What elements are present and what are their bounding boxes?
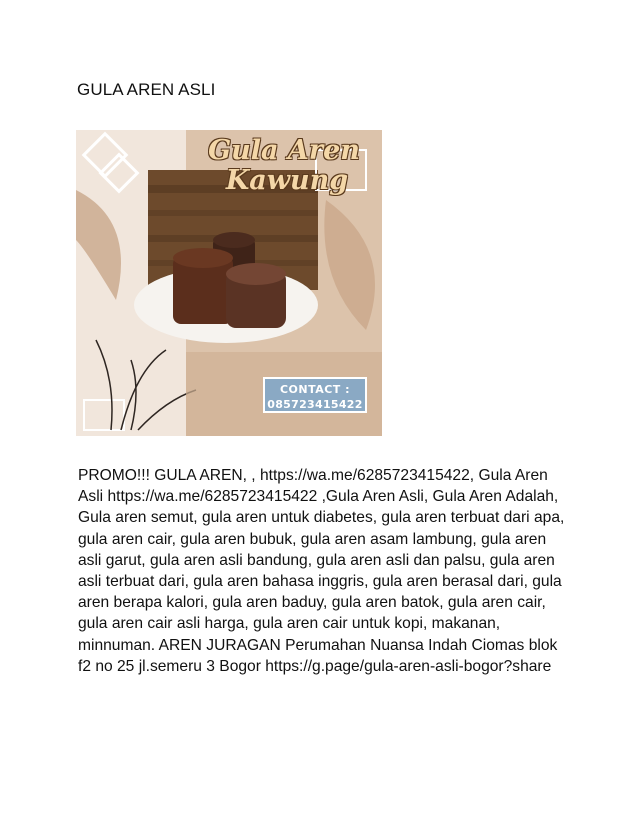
contact-phone: 085723415422 [267, 398, 363, 411]
image-heading [194, 136, 374, 196]
contact-box [263, 377, 367, 413]
promo-image [76, 130, 382, 436]
image-heading-line1: Gula Aren [208, 135, 360, 166]
page-title: GULA AREN ASLI [77, 80, 216, 99]
body-text: PROMO!!! GULA AREN, , https://wa.me/6285723415422, Gula Aren Asli https://wa.me/6285723415422 ,Gula Aren Asli, Gula Aren Adalah, Gula aren semut, gula aren untuk diabetes, gula aren terbuat dari apa, gula aren cair, gula aren bubuk, gula aren asam lambung, gula aren asli garut, gula aren asli bandung, gula aren asli dan palsu, gula aren asli terbuat dari, gula aren bahasa inggris, gula aren berasal dari, gula aren berapa kalori, gula aren baduy, gula aren batok, gula aren cair, gula aren cair asli harga, gula aren cair untuk kopi, makanan, minnuman. AREN JURAGAN Perumahan Nuansa Indah Ciomas blok f2 no 25 jl.semeru 3 Bogor https://g.page/gula-aren-asli-bogor?share [78, 467, 565, 675]
contact-label: CONTACT : [279, 383, 351, 396]
image-heading-line2: Kawung [225, 165, 349, 196]
